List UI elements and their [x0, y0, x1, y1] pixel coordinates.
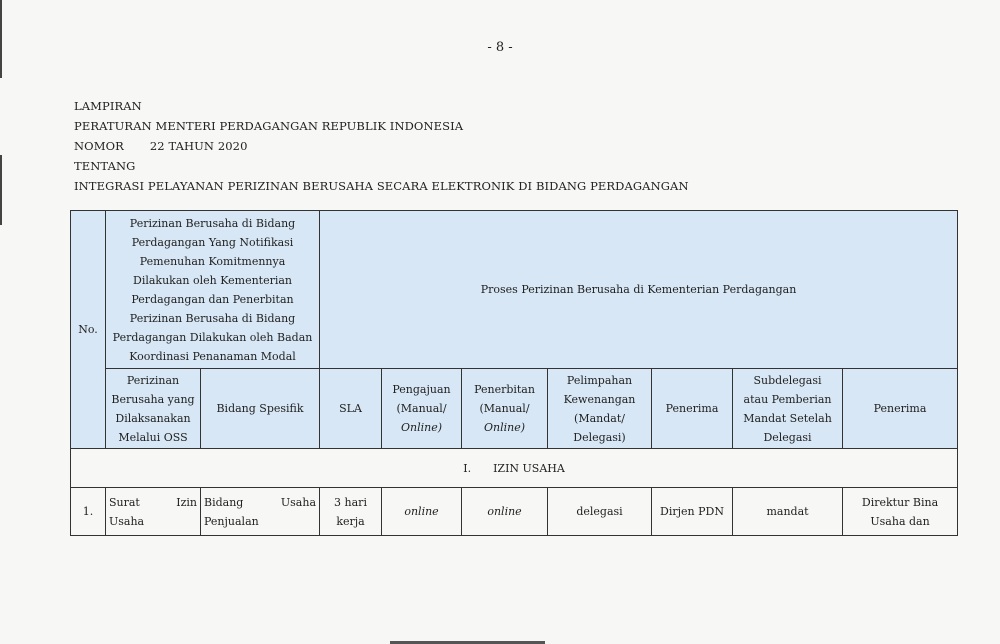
- cell-no: 1.: [71, 488, 106, 536]
- table-row: [71, 488, 958, 536]
- heading-regulation: PERATURAN MENTERI PERDAGANGAN REPUBLIK INDONESIA: [74, 119, 464, 133]
- subheader-penerima-2: Penerima: [843, 369, 958, 449]
- table-subheader-row: [71, 369, 958, 449]
- nomor-label: NOMOR: [74, 139, 124, 153]
- cell-bidang: Bidang Usaha Penjualan: [201, 488, 320, 536]
- col-no-header: No.: [71, 211, 106, 449]
- permit-table: [70, 210, 958, 536]
- section-izin-usaha: I. IZIN USAHA: [71, 449, 958, 488]
- subheader-bidang-spesifik: Bidang Spesifik: [201, 369, 320, 449]
- cell-penerima-1: Dirjen PDN: [652, 488, 733, 536]
- section-row: [71, 449, 958, 488]
- nomor-value: 22 TAHUN 2020: [149, 139, 248, 153]
- heading-title: INTEGRASI PELAYANAN PERIZINAN BERUSAHA SECARA ELEKTRONIK DI BIDANG PERDAGANGAN: [74, 179, 689, 193]
- scan-edge-mark: [0, 155, 2, 225]
- subheader-penerbitan: Penerbitan (Manual/ Online): [462, 369, 548, 449]
- subheader-pelimpahan: Pelimpahan Kewenangan (Mandat/ Delegasi): [548, 369, 652, 449]
- subheader-perizinan-oss: Perizinan Berusaha yang Dilaksanakan Melalui OSS: [106, 369, 201, 449]
- heading-tentang: TENTANG: [74, 159, 136, 173]
- cell-sla: 3 hari kerja: [320, 488, 382, 536]
- page-number: - 8 -: [487, 40, 513, 55]
- cell-penerbitan: online: [462, 488, 548, 536]
- subheader-sla: SLA: [320, 369, 382, 449]
- table-header-row: [71, 211, 958, 369]
- heading-lampiran: LAMPIRAN: [74, 99, 142, 113]
- cell-perizinan: Surat Izin Usaha: [106, 488, 201, 536]
- cell-pengajuan: online: [382, 488, 462, 536]
- subheader-pengajuan: Pengajuan (Manual/ Online): [382, 369, 462, 449]
- col-proses-group-header: Proses Perizinan Berusaha di Kementerian Perdagangan: [320, 211, 958, 369]
- col-perizinan-group-header: Perizinan Berusaha di Bidang Perdagangan Yang Notifikasi Pemenuhan Komitmennya Dilakukan oleh Kementerian Perdagangan dan Penerbitan Perizinan Berusaha di Bidang Perdagangan Dilakukan oleh Badan Koordinasi Penanaman Modal: [106, 211, 320, 369]
- subheader-subdelegasi: Subdelegasi atau Pemberian Mandat Setelah Delegasi: [733, 369, 843, 449]
- subheader-penerima-1: Penerima: [652, 369, 733, 449]
- cell-subdelegasi: mandat: [733, 488, 843, 536]
- document-heading: [74, 96, 689, 196]
- cell-penerima-2: Direktur Bina Usaha dan: [843, 488, 958, 536]
- heading-nomor: [74, 136, 689, 156]
- cell-pelimpahan: delegasi: [548, 488, 652, 536]
- scan-edge-mark: [0, 0, 2, 78]
